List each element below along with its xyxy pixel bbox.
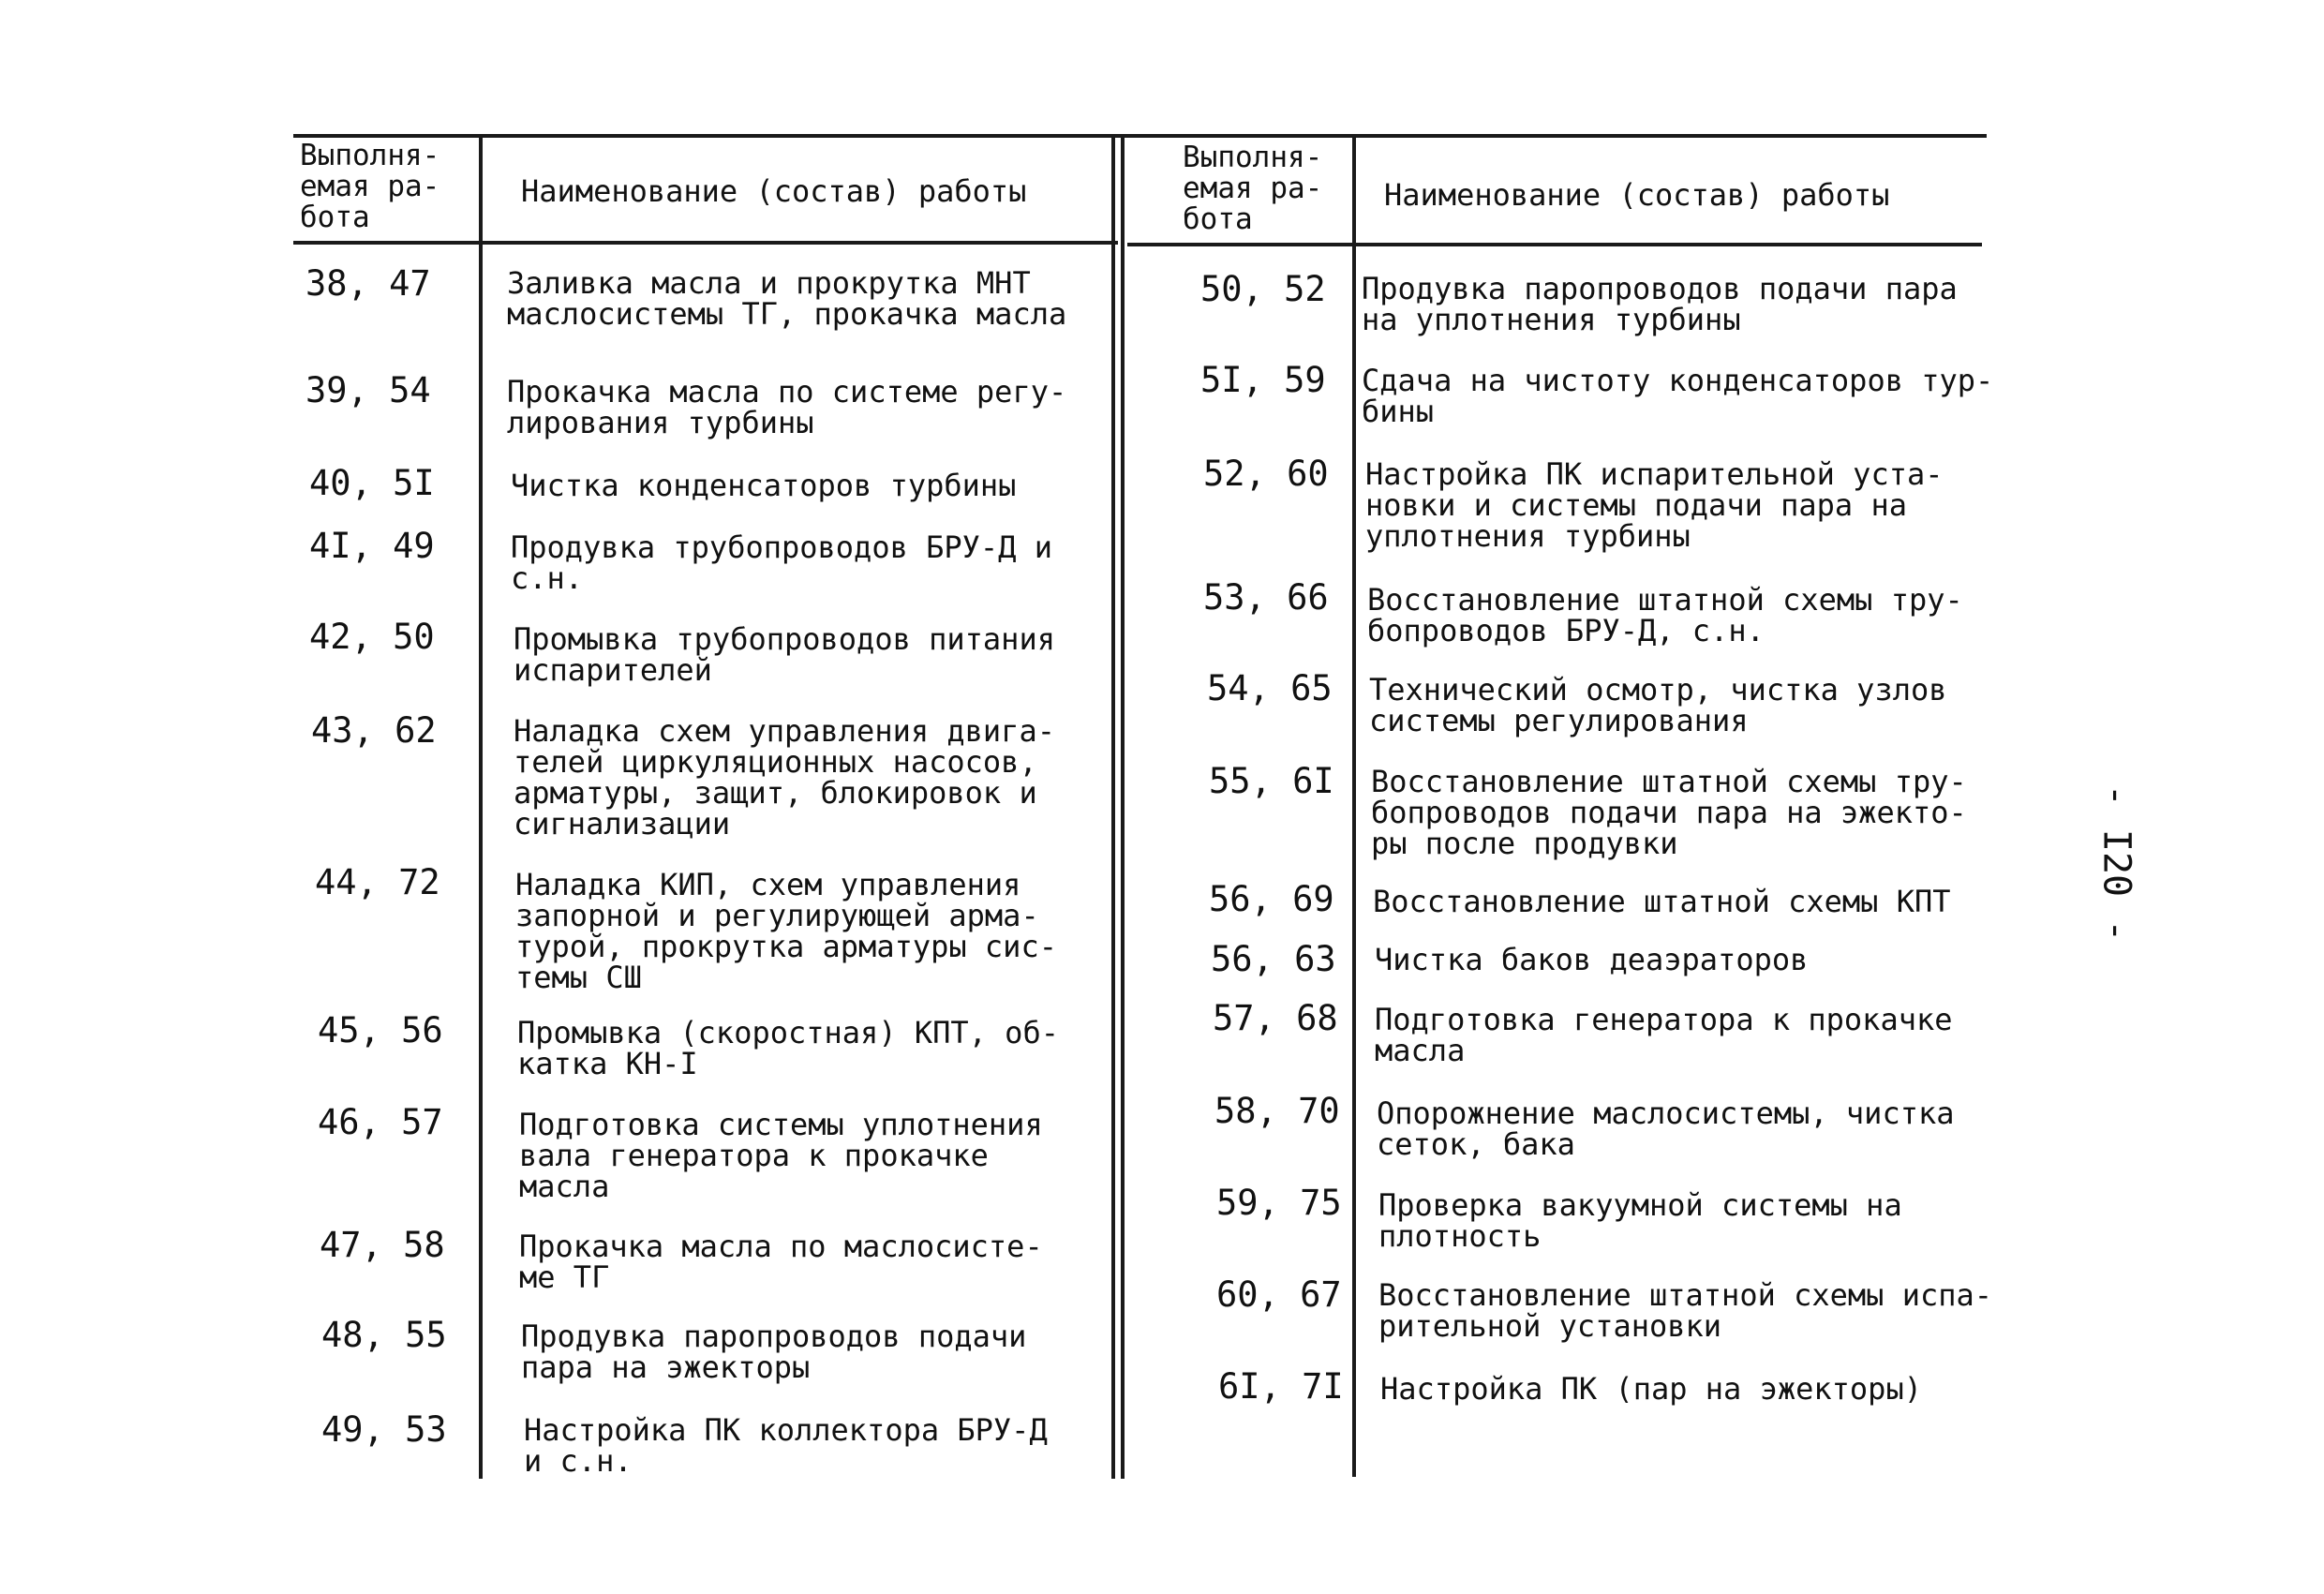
left-row-10-number: 47, 58 <box>320 1225 445 1265</box>
right-number-column-header: Выполня- емая ра- бота <box>1183 141 1323 236</box>
right-row-5-number: 54, 65 <box>1207 668 1333 708</box>
left-row-5-text: Промывка трубопроводов питания испарителей <box>514 621 1055 688</box>
right-row-4-number: 53, 66 <box>1203 577 1329 618</box>
left-row-6-number: 43, 62 <box>311 710 437 751</box>
right-row-5-text: Технический осмотр, чистка узлов системы регулирования <box>1369 672 1947 738</box>
left-row-6-text: Наладка схем управления двига- телей циркуляционных насосов, арматуры, защит, блокировок и сигнализации <box>514 713 1055 842</box>
right-row-13-text: Настройка ПК (пар на эжекторы) <box>1380 1371 1922 1407</box>
left-row-9-number: 46, 57 <box>318 1102 443 1142</box>
header-bottom-rule-right <box>1127 243 1982 246</box>
right-row-3-number: 52, 60 <box>1203 454 1329 494</box>
right-row-10-number: 58, 70 <box>1214 1091 1340 1131</box>
left-row-12-number: 49, 53 <box>321 1409 447 1450</box>
left-col-divider <box>479 134 483 1479</box>
right-row-10-text: Опорожнение маслосистемы, чистка сеток, бака <box>1377 1095 1955 1162</box>
right-row-8-text: Чистка баков деаэраторов <box>1375 942 1809 977</box>
left-row-4-text: Продувка трубопроводов БРУ-Д и с.н. <box>511 529 1052 596</box>
left-row-7-text: Наладка КИП, схем управления запорной и регулирующей арма- турой, прокрутка арматуры сис- темы СШ <box>515 867 1057 995</box>
right-row-11-number: 59, 75 <box>1216 1183 1342 1223</box>
right-row-6-number: 55, 6I <box>1209 761 1334 801</box>
right-row-9-number: 57, 68 <box>1213 998 1338 1038</box>
right-row-12-number: 60, 67 <box>1216 1274 1342 1315</box>
right-col-divider <box>1352 134 1356 1477</box>
left-row-7-number: 44, 72 <box>315 862 440 902</box>
right-row-1-number: 50, 52 <box>1200 269 1326 309</box>
left-row-11-number: 48, 55 <box>321 1315 447 1355</box>
center-double-rule-b <box>1121 134 1125 1479</box>
right-row-4-text: Восстановление штатной схемы тру- бопроводов БРУ-Д, с.н. <box>1367 582 1963 648</box>
left-row-11-text: Продувка паропроводов подачи пара на эжекторы <box>521 1318 1027 1385</box>
center-double-rule-a <box>1111 134 1115 1479</box>
left-row-2-text: Прокачка масла по системе регу- лирования турбины <box>507 374 1067 440</box>
right-row-7-text: Восстановление штатной схемы КПТ <box>1373 884 1951 919</box>
left-row-3-number: 40, 5I <box>309 463 435 503</box>
left-row-8-text: Промывка (скоростная) КПТ, об- катка КН-I <box>517 1015 1059 1081</box>
right-row-12-text: Восстановление штатной схемы испа- рительной установки <box>1378 1277 1993 1344</box>
left-name-column-header: Наименование (состав) работы <box>521 173 1027 209</box>
right-row-13-number: 6I, 7I <box>1218 1366 1344 1407</box>
left-row-1-number: 38, 47 <box>305 263 431 304</box>
left-number-column-header: Выполня- емая ра- бота <box>300 139 440 234</box>
right-row-6-text: Восстановление штатной схемы тру- бопроводов подачи пара на эжекто- ры после продувки <box>1371 764 1967 861</box>
header-bottom-rule-left <box>293 241 1118 245</box>
right-row-1-text: Продувка паропроводов подачи пара на уплотнения турбины <box>1362 271 1958 337</box>
right-row-2-text: Сдача на чистоту конденсаторов тур- бины <box>1362 363 1994 429</box>
left-row-1-text: Заливка масла и прокрутка МНТ маслосистемы ТГ, прокачка масла <box>507 265 1067 332</box>
right-name-column-header: Наименование (состав) работы <box>1384 177 1890 213</box>
right-row-11-text: Проверка вакуумной системы на плотность <box>1378 1187 1902 1254</box>
right-row-2-number: 5I, 59 <box>1200 360 1326 400</box>
right-row-8-number: 56, 63 <box>1211 939 1336 979</box>
left-row-9-text: Подготовка системы уплотнения вала генератора к прокачке масла <box>519 1107 1043 1204</box>
page-number: - I20 - <box>2094 783 2138 943</box>
right-row-3-text: Настройка ПК испарительной уста- новки и системы подачи пара на уплотнения турбины <box>1365 456 1944 554</box>
left-row-3-text: Чистка конденсаторов турбины <box>511 468 1017 503</box>
table-top-rule <box>293 134 1987 138</box>
left-row-4-number: 4I, 49 <box>309 526 435 566</box>
right-row-9-text: Подготовка генератора к прокачке масла <box>1375 1002 1953 1068</box>
left-row-5-number: 42, 50 <box>309 617 435 657</box>
left-row-8-number: 45, 56 <box>318 1010 443 1050</box>
right-row-7-number: 56, 69 <box>1209 879 1334 919</box>
left-row-12-text: Настройка ПК коллектора БРУ-Д и с.н. <box>524 1412 1048 1479</box>
left-row-2-number: 39, 54 <box>305 370 431 410</box>
left-row-10-text: Прокачка масла по маслосисте- ме ТГ <box>519 1229 1043 1295</box>
